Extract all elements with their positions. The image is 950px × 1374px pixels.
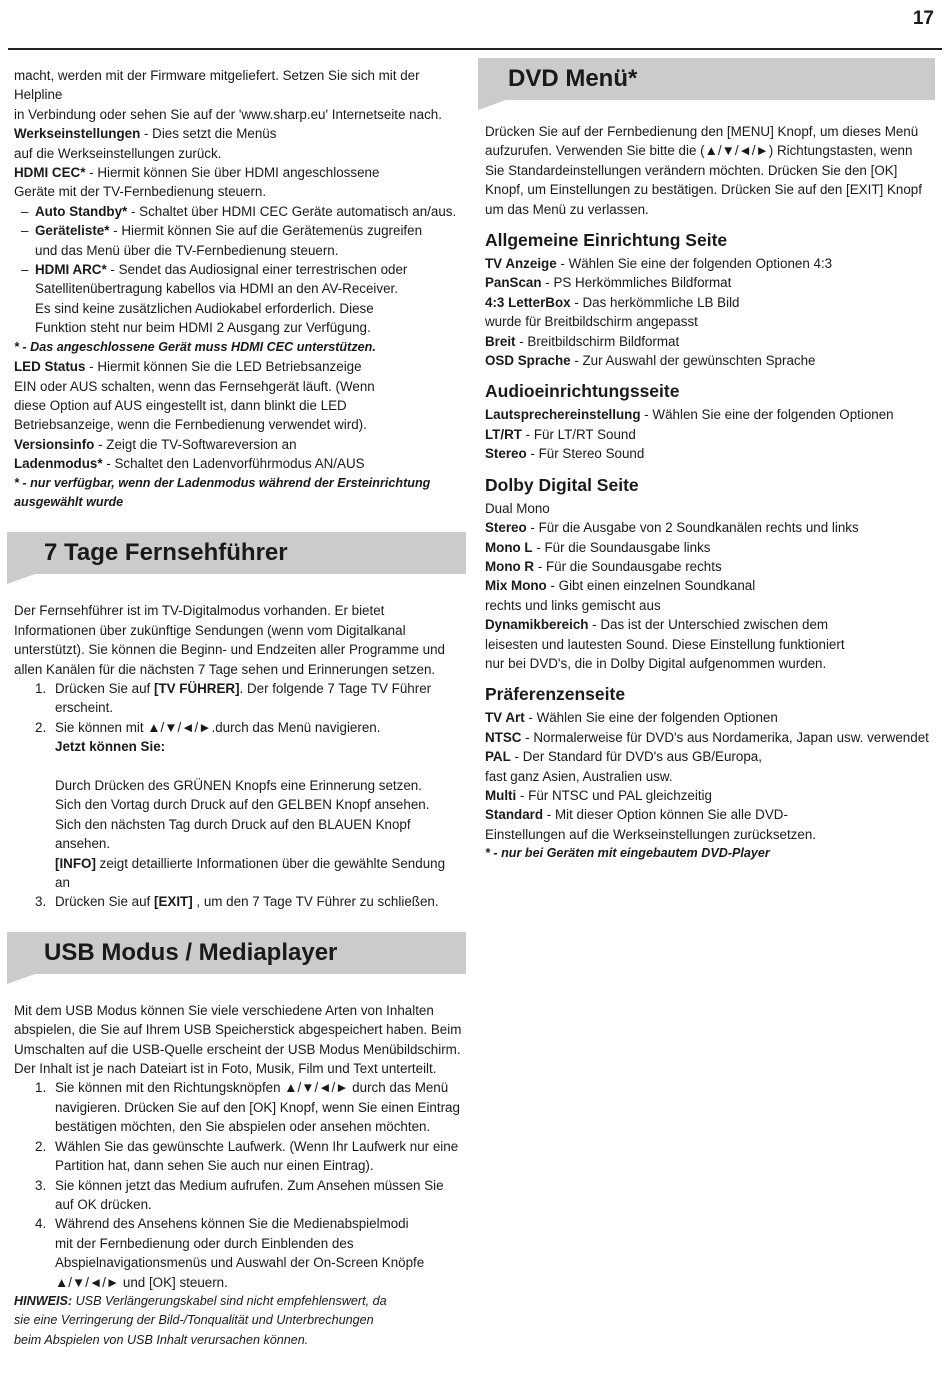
dvd-intro-line: Sie Standardeinstellungen verändern möchten. Drücken Sie den [OK]: [485, 162, 898, 178]
step-text: Sie können mit den Richtungsknöpfen ▲/▼/◄/► durch das Menü: [55, 1080, 449, 1096]
laden-term: Ladenmodus*: [14, 456, 103, 472]
info-desc: zeigt detaillierte Informationen über die gewählte Sendung: [95, 855, 446, 871]
epg-step-2: [14, 718, 466, 737]
section-banner-usb: [7, 932, 466, 974]
heading-audio-setup: Audioeinrichtungsseite: [485, 381, 680, 402]
usb-intro-line: Umschalten auf die USB-Quelle erscheint der USB Modus Menübildschirm.: [14, 1041, 461, 1057]
setting-term: Mono L: [485, 539, 533, 555]
section-title-usb: USB Modus / Mediaplayer: [44, 938, 338, 966]
epg-step-1-cont: erscheint.: [55, 700, 114, 716]
epg-intro-line: Der Fernsehführer ist im TV-Digitalmodus vorhanden. Er bietet: [14, 603, 385, 619]
setting-entry: [485, 293, 937, 312]
led-term: LED Status: [14, 359, 86, 375]
led-desc-cont: EIN oder AUS schalten, wenn das Fernsehgerät läuft. (Wenn: [14, 378, 375, 394]
setting-desc: - Das ist der Unterschied zwischen dem: [588, 617, 829, 633]
epg-step-3: [14, 892, 466, 911]
setting-entry: [485, 615, 937, 634]
heading-dolby-digital: Dolby Digital Seite: [485, 474, 639, 495]
setting-entry: [485, 767, 937, 786]
usb-step: [14, 1078, 466, 1097]
hdmi-entry: [14, 163, 466, 182]
general-setup-list: [485, 254, 937, 370]
auto-standby-entry: [14, 202, 466, 221]
werks-term: Werkseinstellungen: [14, 126, 141, 142]
step-text: Drücken Sie auf: [55, 680, 154, 696]
epg-step-2-line: Sich den Vortag durch Druck auf den GELBEN Knopf ansehen.: [55, 797, 430, 813]
usb-step-cont: bestätigen möchten, den Sie abspielen oder ansehen möchten.: [55, 1119, 431, 1135]
usb-steps-list: [14, 1078, 466, 1291]
setting-term: Stereo: [485, 520, 527, 536]
setting-entry: [485, 576, 937, 595]
setting-desc: - Wählen Sie eine der folgenden Optionen: [524, 710, 778, 726]
setting-desc: - Breitbildschirm Bildformat: [515, 333, 680, 349]
step-text: Wählen Sie das gewünschte Laufwerk. (Wenn Ihr Laufwerk nur eine: [55, 1138, 459, 1154]
setting-entry: [485, 499, 937, 518]
step-text: . Der folgende 7 Tage TV Führer: [239, 680, 432, 696]
setting-entry: [485, 312, 937, 331]
setting-entry: [485, 538, 937, 557]
setting-term: 4:3 LetterBox: [485, 294, 571, 310]
left-column: [14, 66, 466, 1350]
version-desc: - Zeigt die TV-Softwareversion an: [94, 436, 297, 452]
usb-step-cont: mit der Fernbedienung oder durch Einblenden des: [55, 1235, 354, 1251]
setting-term: Lautsprechereinstellung: [485, 407, 641, 423]
header-rule: [8, 48, 942, 50]
setting-desc: - Gibt einen einzelnen Soundkanal: [546, 578, 756, 594]
step-text: , um den 7 Tage TV Führer zu schließen.: [192, 894, 439, 910]
setting-entry: [485, 786, 937, 805]
setting-desc: nur bei DVD's, die in Dolby Digital aufgenommen wurden.: [485, 655, 827, 671]
step-number: 1.: [35, 680, 47, 696]
step-text: Sie können jetzt das Medium aufrufen. Zum Ansehen müssen Sie: [55, 1177, 444, 1193]
setting-term: NTSC: [485, 729, 522, 745]
usb-step: [14, 1214, 466, 1233]
heading-preferences: Präferenzenseite: [485, 684, 626, 705]
setting-desc: fast ganz Asien, Australien usw.: [485, 768, 673, 784]
setting-entry: [485, 444, 937, 463]
dvd-intro-line: um das Menü zu verlassen.: [485, 201, 649, 217]
setting-entry: [485, 332, 937, 351]
section-banner-dvd: [478, 58, 935, 100]
setting-entry: [485, 254, 937, 273]
setting-term: Mono R: [485, 558, 535, 574]
usb-step: [14, 1137, 466, 1156]
usb-intro-line: Der Inhalt ist je nach Dateiart ist in Foto, Musik, Film und Text unterteilt.: [14, 1061, 437, 1077]
dvd-intro-line: Knopf, um Einstellungen zu bestätigen. Drücken Sie auf den [EXIT] Knopf: [485, 182, 922, 198]
dvd-intro-line: aufzurufen. Verwenden Sie bitte die (▲/▼/◄/►) Richtungstasten, wenn: [485, 143, 913, 159]
setting-term: Standard: [485, 807, 544, 823]
setting-desc: - Normalerweise für DVD's aus Nordamerika, Japan usw. verwendet: [521, 729, 929, 745]
usb-step-cont: auf OK drücken.: [55, 1196, 152, 1212]
laden-note-cont: ausgewählt wurde: [14, 494, 124, 509]
setting-desc: - Zur Auswahl der gewünschten Sprache: [570, 353, 816, 369]
dash-marker: –: [21, 223, 29, 239]
dash-marker: –: [21, 203, 29, 219]
laden-note: * - nur verfügbar, wenn der Ladenmodus während der Ersteinrichtung: [14, 475, 431, 490]
epg-intro-line: Informationen über zukünftige Sendungen (wenn vom Digitalkanal: [14, 622, 406, 638]
setting-entry: [485, 557, 937, 576]
setting-desc: - Für die Ausgabe von 2 Soundkanälen rechts und links: [526, 520, 859, 536]
setting-entry: [485, 273, 937, 292]
setting-entry: [485, 708, 937, 727]
setting-term: PAL: [485, 749, 511, 765]
step-number: 4.: [35, 1216, 47, 1232]
heading-general-setup: Allgemeine Einrichtung Seite: [485, 230, 728, 251]
hdmi-desc-cont: Geräte mit der TV-Fernbedienung steuern.: [14, 184, 267, 200]
usb-step-cont: Abspielnavigationsmenüs und Auswahl der On-Screen Knöpfe: [55, 1255, 425, 1271]
setting-term: TV Anzeige: [485, 256, 557, 272]
setting-desc: - Für LT/RT Sound: [521, 426, 636, 442]
geraeteliste-entry: [14, 221, 466, 240]
setting-entry: [485, 654, 937, 673]
hdmi-arc-desc: - Sendet das Audiosignal einer terrestrischen oder: [106, 262, 408, 278]
usb-hint-label: HINWEIS:: [14, 1293, 73, 1308]
step-number: 1.: [35, 1080, 47, 1096]
setting-entry: [485, 805, 937, 824]
cec-note: * - Das angeschlossene Gerät muss HDMI CEC unterstützen.: [14, 339, 376, 354]
epg-step-2-bold: [14, 737, 466, 756]
setting-term: Multi: [485, 787, 517, 803]
step-text: Drücken Sie auf: [55, 894, 154, 910]
setting-desc: - Der Standard für DVD's aus GB/Europa,: [510, 749, 762, 765]
exit-key: [EXIT]: [154, 894, 193, 910]
setting-entry: [485, 425, 937, 444]
setting-desc: - PS Herkömmliches Bildformat: [541, 275, 732, 291]
geraeteliste-term: Geräteliste*: [35, 223, 110, 239]
right-column: [485, 58, 937, 864]
setting-entry: [485, 635, 937, 654]
version-term: Versionsinfo: [14, 436, 95, 452]
now-you-can-label: Jetzt können Sie:: [55, 739, 166, 755]
hdmi-arc-entry: [14, 260, 466, 279]
step-number: 2.: [35, 719, 47, 735]
auto-standby-desc: - Schaltet über HDMI CEC Geräte automatisch an/aus.: [127, 203, 457, 219]
setting-term: PanScan: [485, 275, 542, 291]
step-number: 3.: [35, 894, 47, 910]
epg-intro-line: allen Kanälen für die nächsten 7 Tage sehen und Erinnerungen setzen.: [14, 661, 436, 677]
setting-entry: [485, 351, 937, 370]
step-text: Sie können mit ▲/▼/◄/►.durch das Menü navigieren.: [55, 719, 381, 735]
section-title-dvd: DVD Menü*: [508, 65, 638, 92]
setting-desc: wurde für Breitbildschirm angepasst: [485, 314, 698, 330]
usb-step-cont: navigieren. Drücken Sie auf den [OK] Knopf, wenn Sie einen Eintrag: [55, 1099, 460, 1115]
step-number: 2.: [35, 1138, 47, 1154]
hdmi-desc: - Hiermit können Sie über HDMI angeschlossene: [85, 165, 380, 181]
led-desc: - Hiermit können Sie die LED Betriebsanzeige: [85, 359, 362, 375]
setting-term: Mix Mono: [485, 578, 547, 594]
setting-desc: - Wählen Sie eine der folgenden Optionen: [640, 407, 894, 423]
setting-term: Dynamikbereich: [485, 617, 589, 633]
section-title-epg: 7 Tage Fernsehführer: [44, 539, 288, 567]
setting-entry: [485, 596, 937, 615]
setting-desc: - Mit dieser Option können Sie alle DVD-: [543, 807, 788, 823]
geraeteliste-desc-cont: und das Menü über die TV-Fernbedienung steuern.: [35, 242, 339, 258]
led-desc-cont: diese Option auf AUS eingestellt ist, dann blinkt die LED: [14, 397, 347, 413]
setting-term: TV Art: [485, 710, 525, 726]
info-key: [INFO]: [55, 855, 96, 871]
step-number: 3.: [35, 1177, 47, 1193]
setting-entry: [485, 405, 937, 424]
hdmi-arc-desc-cont: Funktion steht nur beim HDMI 2 Ausgang zur Verfügung.: [35, 320, 371, 336]
setting-entry: [485, 518, 937, 537]
setting-entry: [485, 728, 937, 747]
intro-line: macht, werden mit der Firmware mitgeliefert. Setzen Sie sich mit der Helpline: [14, 68, 420, 103]
setting-desc: - Für NTSC und PAL gleichzeitig: [516, 787, 712, 803]
hdmi-arc-term: HDMI ARC*: [35, 262, 107, 278]
auto-standby-term: Auto Standby*: [35, 203, 128, 219]
dvd-intro-line: Drücken Sie auf der Fernbedienung den [MENU] Knopf, um dieses Menü: [485, 124, 919, 139]
setting-term: LT/RT: [485, 426, 522, 442]
laden-desc: - Schaltet den Ladenvorführmodus AN/AUS: [102, 456, 365, 472]
spacer-line: [14, 757, 466, 776]
page-number: 17: [912, 8, 934, 29]
dvd-note: * - nur bei Geräten mit eingebautem DVD-Player: [485, 846, 770, 861]
setting-desc: - Für die Soundausgabe links: [532, 539, 711, 555]
setting-desc: - Wählen Sie eine der folgenden Optionen 4:3: [556, 256, 833, 272]
usb-hint-cont: beim Abspielen von USB Inhalt verursachen können.: [14, 1332, 309, 1347]
usb-hint: [14, 1292, 466, 1311]
setting-entry: [485, 825, 937, 844]
geraeteliste-desc: - Hiermit können Sie auf die Gerätemenüs zugreifen: [109, 223, 423, 239]
tv-fuehrer-key: [TV FÜHRER]: [154, 680, 240, 696]
audio-setup-list: [485, 405, 937, 463]
setting-desc: - Für die Soundausgabe rechts: [534, 558, 722, 574]
setting-desc: Dual Mono: [485, 500, 550, 516]
werks-desc-cont: auf die Werkseinstellungen zurück.: [14, 145, 222, 161]
usb-step-cont: ▲/▼/◄/► und [OK] steuern.: [55, 1274, 228, 1290]
led-entry: [14, 357, 466, 376]
epg-step-2-line: Durch Drücken des GRÜNEN Knopfs eine Erinnerung setzen.: [55, 778, 422, 793]
setting-entry: [485, 747, 937, 766]
usb-step: [14, 1176, 466, 1195]
usb-step-cont: Partition hat, dann sehen Sie auch nur einen Eintrag).: [55, 1158, 374, 1174]
setting-desc: rechts und links gemischt aus: [485, 597, 661, 613]
epg-step-2-line: Sich den nächsten Tag durch Druck auf den BLAUEN Knopf ansehen.: [55, 816, 411, 852]
usb-intro-line: abspielen, die Sie auf Ihrem USB Speicherstick abgespeichert haben. Beim: [14, 1022, 462, 1038]
hdmi-term: HDMI CEC*: [14, 165, 86, 181]
usb-hint-text: USB Verlängerungskabel sind nicht empfehlenswert, da: [72, 1293, 387, 1308]
intro-line: in Verbindung oder sehen Sie auf der 'www.sharp.eu' Internetseite nach.: [14, 106, 442, 122]
setting-desc: leisesten und lautesten Sound. Diese Einstellung funktioniert: [485, 636, 845, 652]
setting-term: Breit: [485, 333, 516, 349]
section-banner-epg: [7, 532, 466, 574]
hdmi-arc-desc-cont: Es sind keine zusätzlichen Audiokabel erforderlich. Diese: [35, 300, 374, 316]
hdmi-arc-desc-cont: Satellitenübertragung kabellos via HDMI an den AV-Receiver.: [35, 281, 398, 297]
setting-term: OSD Sprache: [485, 353, 571, 369]
setting-term: Stereo: [485, 446, 527, 462]
dolby-digital-list: [485, 499, 937, 674]
epg-step-1: [14, 679, 466, 698]
usb-hint-cont: sie eine Verringerung der Bild-/Tonqualität und Unterbrechungen: [14, 1313, 374, 1328]
epg-intro-line: unterstützt). Sie können die Beginn- und Endzeiten aller Programme und: [14, 642, 445, 658]
usb-intro-line: Mit dem USB Modus können Sie viele verschiedene Arten von Inhalten: [14, 1002, 434, 1018]
setting-desc: - Das herkömmliche LB Bild: [570, 294, 740, 310]
werks-desc: - Dies setzt die Menüs: [140, 126, 277, 142]
epg-info-line: [14, 854, 466, 873]
led-desc-cont: Betriebsanzeige, wenn die Fernbedienung verwendet wird).: [14, 417, 367, 433]
step-text: Während des Ansehens können Sie die Medienabspielmodi: [55, 1216, 409, 1232]
werks-entry: [14, 124, 466, 143]
setting-desc: - Für Stereo Sound: [526, 446, 645, 462]
setting-desc: Einstellungen auf die Werkseinstellungen zurücksetzen.: [485, 826, 816, 842]
version-entry: [14, 435, 466, 454]
dash-marker: –: [21, 262, 29, 278]
preferences-list: [485, 708, 937, 844]
laden-entry: [14, 454, 466, 473]
epg-info-line-cont: an: [55, 875, 70, 891]
